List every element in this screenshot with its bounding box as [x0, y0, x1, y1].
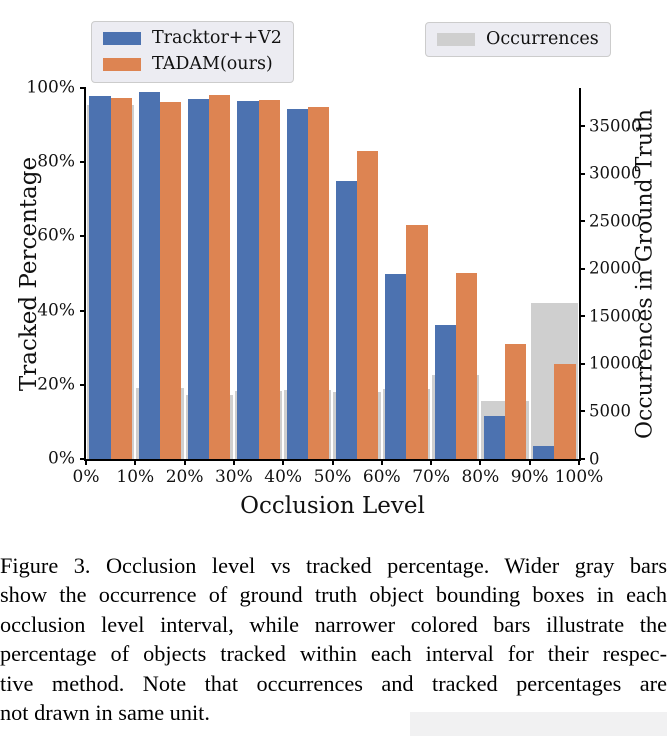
legend-swatch-tracktor [103, 32, 141, 45]
series-bar-tadam [554, 364, 575, 459]
series-bar-tracktor [484, 416, 505, 459]
caption-line: percentage of objects tracked within each interval for their respec- [0, 641, 667, 667]
y-left-tick-label: 40% [37, 300, 75, 321]
y-axis-label-left: Tracked Percentage [16, 156, 42, 391]
y-left-tick-label: 0% [48, 448, 75, 469]
caption-line: tive method. Note that occurrences and tracked percentages are [0, 670, 667, 696]
y-right-tick-label: 15000 [589, 306, 642, 326]
caption-line: show the occurrence of ground truth object bounding boxes in each [0, 582, 667, 608]
legend-item-tadam [103, 55, 282, 74]
bar-group [530, 88, 579, 459]
legend-label-tracktor: Tracktor++V2 [152, 28, 282, 48]
series-bar-tracktor [89, 96, 110, 459]
x-tick-label: 80% [461, 467, 500, 487]
caption-line: Figure 3. Occlusion level vs tracked percentage. Wider gray bars [0, 553, 667, 578]
x-tick-label: 20% [165, 467, 204, 487]
bar-group [431, 88, 480, 459]
caption-line: not drawn in same unit. [0, 700, 210, 726]
y-right-tick-mark [579, 268, 585, 270]
series-bar-tracktor [385, 274, 406, 460]
y-right-tick-mark [579, 410, 585, 412]
series-bar-tracktor [139, 92, 160, 459]
y-right-tick-mark [579, 315, 585, 317]
y-left-tick-mark [80, 310, 86, 312]
legend-occurrences [425, 22, 611, 57]
series-bar-tracktor [435, 325, 456, 459]
x-tick-label: 60% [362, 467, 401, 487]
y-right-tick-mark [579, 220, 585, 222]
x-tick-mark [85, 459, 87, 465]
x-tick-mark [134, 459, 136, 465]
series-bar-tadam [308, 107, 329, 459]
series-bar-tadam [406, 225, 427, 459]
x-tick-label: 70% [412, 467, 450, 487]
series-bar-tracktor [287, 109, 308, 459]
y-axis-label-right: Occurrences in Ground Truth [632, 108, 658, 439]
y-right-tick-label: 5000 [589, 401, 631, 421]
y-left-tick-label: 80% [37, 151, 75, 172]
legend-item-occurrences [437, 30, 599, 49]
x-axis-label: Occlusion Level [240, 493, 425, 519]
y-left-tick-label: 100% [26, 77, 75, 98]
y-right-tick-label: 30000 [589, 163, 642, 183]
series-bar-tadam [357, 151, 378, 459]
bar-group [283, 88, 332, 459]
x-tick-mark [578, 459, 580, 465]
bar-group [135, 88, 184, 459]
x-tick-mark [233, 459, 235, 465]
figure-caption [0, 551, 667, 727]
x-tick-mark [529, 459, 531, 465]
series-bar-tracktor [237, 101, 258, 459]
y-left-tick-label: 20% [37, 374, 75, 395]
series-bar-tadam [259, 100, 280, 459]
y-right-tick-mark [579, 363, 585, 365]
plot-area [16, 77, 658, 519]
y-right-tick-label: 20000 [589, 258, 642, 278]
y-left-tick-mark [80, 161, 86, 163]
x-tick-mark [479, 459, 481, 465]
x-tick-mark [332, 459, 334, 465]
y-left-tick-mark [80, 235, 86, 237]
y-right-tick-label: 0 [589, 448, 600, 468]
series-bar-tadam [160, 102, 181, 459]
bar-group [185, 88, 234, 459]
series-bar-tracktor [533, 446, 554, 459]
legend-methods [91, 21, 294, 83]
bar-group [382, 88, 431, 459]
y-right-tick-label: 25000 [589, 210, 642, 230]
series-bar-tadam [111, 98, 132, 459]
legend-label-tadam: TADAM(ours) [152, 54, 273, 75]
x-tick-label: 50% [313, 467, 352, 487]
x-tick-mark [430, 459, 432, 465]
x-tick-label: 0% [72, 467, 100, 487]
y-left-tick-label: 60% [37, 225, 75, 246]
x-tick-label: 100% [554, 467, 604, 487]
caption-line: occlusion level interval, while narrower colored bars illustrate the [0, 611, 667, 637]
legend-label-occurrences: Occurrences [486, 29, 599, 49]
series-bar-tracktor [188, 99, 209, 459]
bar-group [333, 88, 382, 459]
x-tick-label: 40% [264, 467, 303, 487]
legend-swatch-occurrences [437, 33, 475, 46]
legend-swatch-tadam [103, 58, 141, 71]
y-right-tick-label: 10000 [589, 353, 642, 373]
y-right-tick-mark [579, 125, 585, 127]
x-tick-mark [184, 459, 186, 465]
x-tick-label: 10% [116, 467, 155, 487]
x-tick-mark [381, 459, 383, 465]
bar-group [86, 88, 135, 459]
x-tick-label: 30% [214, 467, 253, 487]
y-left-tick-mark [80, 87, 86, 89]
y-right-tick-label: 35000 [589, 115, 642, 135]
x-tick-mark [282, 459, 284, 465]
series-bar-tadam [505, 344, 526, 459]
series-bar-tracktor [336, 181, 357, 459]
series-bar-tadam [456, 273, 477, 459]
bar-group [234, 88, 283, 459]
y-left-tick-mark [80, 384, 86, 386]
bar-group [480, 88, 529, 459]
y-right-tick-mark [579, 173, 585, 175]
series-bar-tadam [209, 95, 230, 459]
x-tick-label: 90% [510, 467, 549, 487]
legend-item-tracktor [103, 29, 282, 48]
